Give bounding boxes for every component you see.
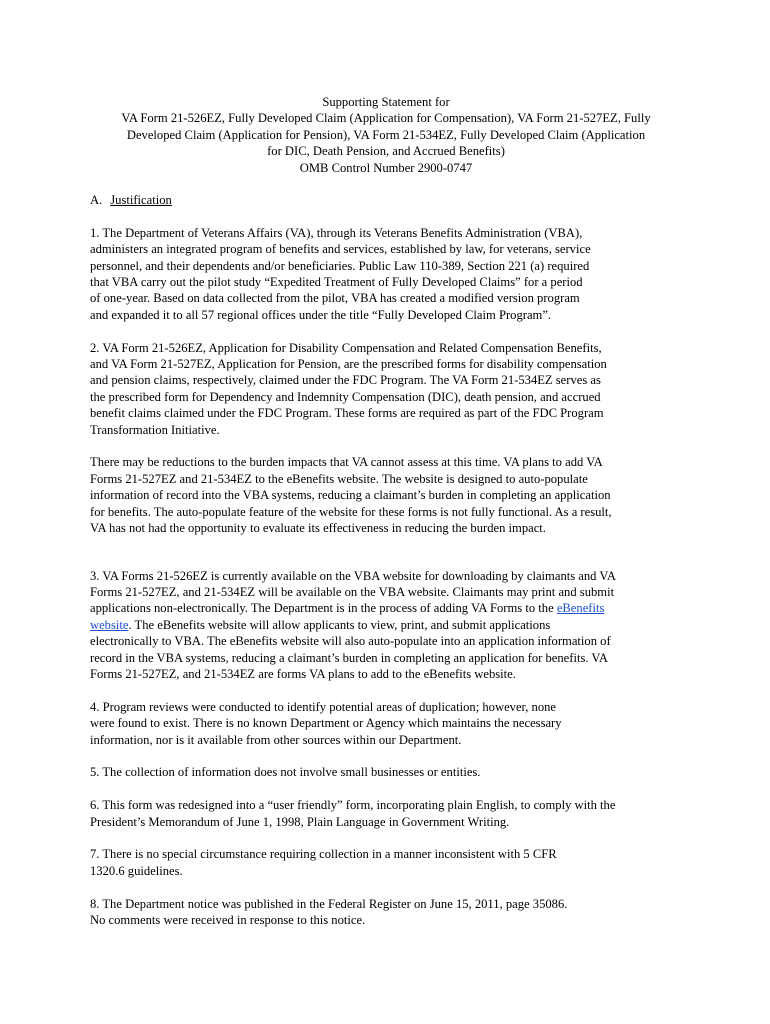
- document-title: [90, 94, 682, 176]
- text-line: information of record into the VBA systems, reducing a claimant’s burden in completing an application: [90, 488, 611, 503]
- paragraph-6: [90, 764, 682, 780]
- text-line: 2. VA Form 21-526EZ, Application for Disability Compensation and Related Compensation Benefits,: [90, 340, 602, 355]
- paragraph-2: [90, 340, 682, 438]
- text-line: record in the VBA systems, reducing a claimant’s burden in completing an application for benefits. VA: [90, 650, 608, 665]
- text-line: and expanded it to all 57 regional offices under the title “Fully Developed Claim Program”.: [90, 307, 552, 322]
- text-line: 3. VA Forms 21-526EZ is currently available on the VBA website for downloading by claimants and VA: [90, 568, 616, 583]
- text-line: Forms 21-527EZ and 21-534EZ to the eBenefits website. The website is designed to auto-populate: [90, 471, 588, 486]
- paragraph-1: [90, 225, 682, 323]
- text-segment: . The eBenefits website will allow applicants to view, print, and submit applications: [128, 617, 551, 632]
- text-line: [90, 600, 682, 616]
- text-line: VA has not had the opportunity to evaluate its effectiveness in reducing the burden impact.: [90, 521, 546, 536]
- text-line: President’s Memorandum of June 1, 1998, Plain Language in Government Writing.: [90, 814, 510, 829]
- paragraph-5: [90, 699, 682, 748]
- text-line: 8. The Department notice was published in the Federal Register on June 15, 2011, page 35086.: [90, 896, 568, 911]
- text-line: 6. This form was redesigned into a “user friendly” form, incorporating plain English, to comply with the: [90, 798, 616, 813]
- section-label: A.: [90, 193, 103, 208]
- text-line: Forms 21-527EZ, and 21-534EZ are forms VA plans to add to the eBenefits website.: [90, 666, 516, 681]
- paragraph-9: [90, 896, 682, 929]
- text-line: of one-year. Based on data collected from the pilot, VBA has created a modified version program: [90, 291, 580, 306]
- section-title: Justification: [110, 193, 172, 208]
- text-segment: applications non-electronically. The Department is in the process of adding VA Forms to the: [90, 601, 557, 616]
- paragraph-8: [90, 846, 682, 879]
- text-line: 5. The collection of information does not involve small businesses or entities.: [90, 765, 481, 780]
- title-line: VA Form 21-526EZ, Fully Developed Claim (Application for Compensation), VA Form 21-527EZ, Fully: [121, 111, 651, 126]
- text-line: 1. The Department of Veterans Affairs (VA), through its Veterans Benefits Administration (VBA),: [90, 225, 583, 240]
- title-line: for DIC, Death Pension, and Accrued Benefits): [267, 144, 505, 159]
- text-line: the prescribed form for Dependency and Indemnity Compensation (DIC), death pension, and accrued: [90, 389, 601, 404]
- document-body: [90, 94, 682, 928]
- text-line: and VA Form 21-527EZ, Application for Pension, are the prescribed forms for disability compensation: [90, 357, 607, 372]
- title-line: OMB Control Number 2900-0747: [299, 160, 473, 175]
- text-line: and pension claims, respectively, claimed under the FDC Program. The VA Form 21-534EZ serves as: [90, 373, 601, 388]
- text-line: were found to exist. There is no known Department or Agency which maintains the necessary: [90, 716, 562, 731]
- ebenefits-link-continued[interactable]: website: [90, 617, 129, 632]
- text-line: that VBA carry out the pilot study “Expedited Treatment of Fully Developed Claims” for a period: [90, 275, 583, 290]
- text-line: There may be reductions to the burden impacts that VA cannot assess at this time. VA plans to add VA: [90, 455, 603, 470]
- text-line: 1320.6 guidelines.: [90, 863, 183, 878]
- ebenefits-link[interactable]: eBenefits: [556, 601, 605, 616]
- text-line: Transformation Initiative.: [90, 422, 220, 437]
- title-line: Supporting Statement for: [322, 95, 450, 109]
- text-line: benefit claims claimed under the FDC Program. These forms are required as part of the FDC Program: [90, 406, 604, 421]
- text-line: Forms 21-527EZ, and 21-534EZ will be available on the VBA website. Claimants may print and submit: [90, 584, 615, 599]
- title-line: Developed Claim (Application for Pension), VA Form 21-534EZ, Fully Developed Claim (Application: [126, 127, 646, 142]
- paragraph-7: [90, 797, 682, 830]
- section-heading: [90, 192, 682, 208]
- text-line: No comments were received in response to this notice.: [90, 912, 366, 927]
- text-line: 7. There is no special circumstance requiring collection in a manner inconsistent with 5 CFR: [90, 847, 557, 862]
- text-line: information, nor is it available from other sources within our Department.: [90, 732, 462, 747]
- text-line: administers an integrated program of benefits and services, established by law, for veterans, service: [90, 242, 591, 257]
- text-line: electronically to VBA. The eBenefits website will also auto-populate into an application information of: [90, 634, 611, 649]
- text-line: personnel, and their dependents and/or beneficiaries. Public Law 110-389, Section 221 (a) required: [90, 258, 590, 273]
- text-line: for benefits. The auto-populate feature of the website for these forms is not fully functional. As a result,: [90, 504, 612, 519]
- text-line: 4. Program reviews were conducted to identify potential areas of duplication; however, none: [90, 699, 557, 714]
- text-line: [90, 617, 682, 633]
- paragraph-4: [90, 568, 682, 683]
- paragraph-3: [90, 454, 682, 536]
